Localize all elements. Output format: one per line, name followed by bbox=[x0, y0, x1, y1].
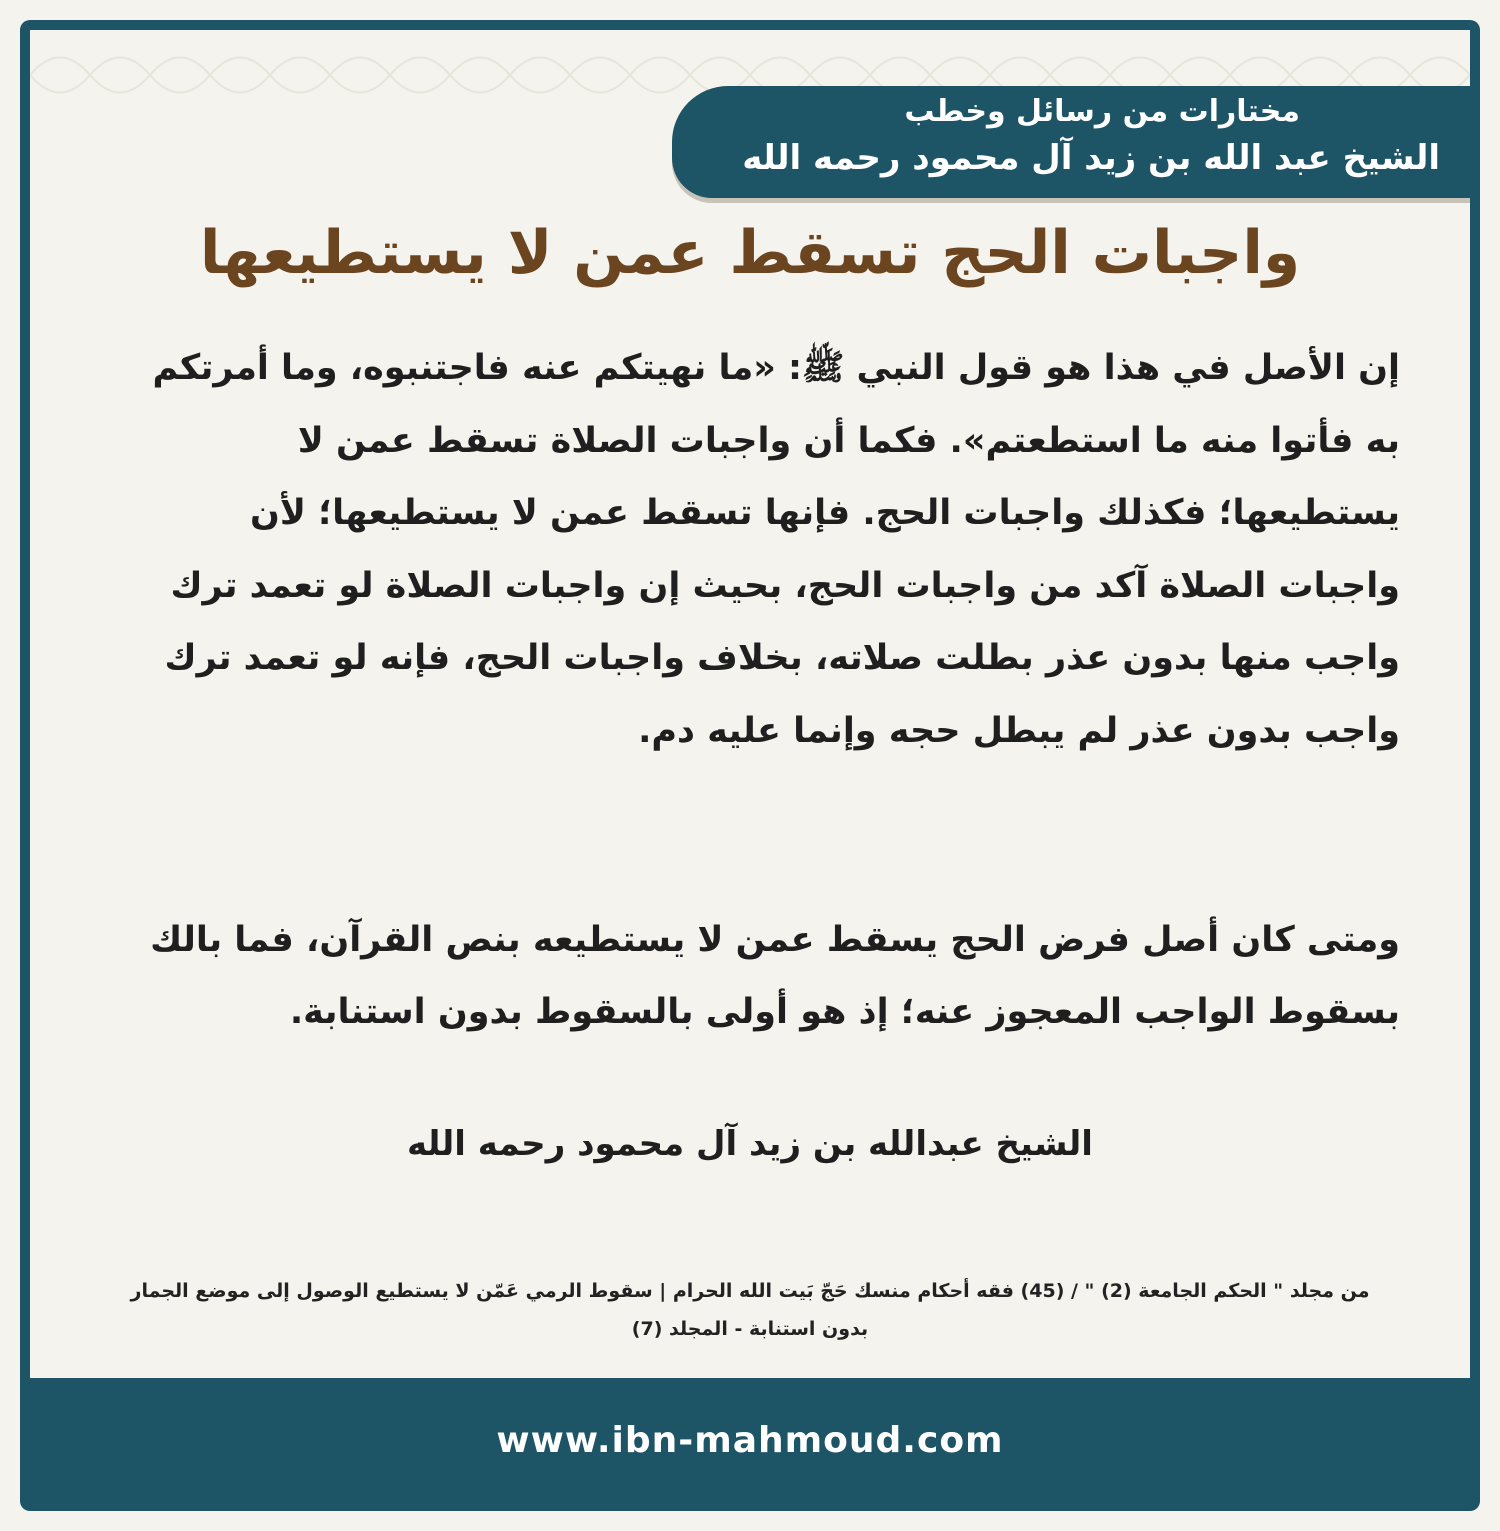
page-title: واجبات الحج تسقط عمن لا يستطيعها bbox=[199, 218, 1301, 288]
header-series-title: مختارات من رسائل وخطب bbox=[904, 94, 1300, 129]
header-banner bbox=[672, 86, 1470, 198]
author-signature: الشيخ عبدالله بن زيد آل محمود رحمه الله bbox=[407, 1124, 1093, 1164]
source-citation: من مجلد " الحكم الجامعة (2) " / (45) فقه أحكام منسك حَجّ بَيت الله الحرام | سقوط الرمي عَمّن لا يستطيع الوصول إلى موضع الجمار بدون استنابة - المجلد (7) bbox=[130, 1280, 1370, 1340]
paragraph-1: إن الأصل في هذا هو قول النبي ﷺ: «ما نهيتكم عنه فاجتنبوه، وما أمرتكم به فأتوا منه ما استطعتم». فكما أن واجبات الصلاة تسقط عمن لا يستطيعها؛ فكذلك واجبات الحج. فإنها تسقط عمن لا يستطيعها؛ لأن واجبات الصلاة آكد من واجبات الحج، بحيث إن واجبات الصلاة لو تعمد ترك واجب منها بدون عذر بطلت صلاته، بخلاف واجبات الحج، فإنه لو تعمد ترك واجب بدون عذر لم يبطل حجه وإنما عليه دم. bbox=[152, 348, 1400, 751]
content-panel bbox=[30, 30, 1470, 1378]
paragraph-2: ومتى كان أصل فرض الحج يسقط عمن لا يستطيعه بنص القرآن، فما بالك بسقوط الواجب المعجوز عنه؛ إذ هو أولى بالسقوط بدون استنابة. bbox=[150, 920, 1400, 1032]
website-link[interactable]: www.ibn-mahmoud.com bbox=[496, 1420, 1004, 1461]
header-author: الشيخ عبد الله بن زيد آل محمود رحمه الله bbox=[742, 138, 1440, 178]
